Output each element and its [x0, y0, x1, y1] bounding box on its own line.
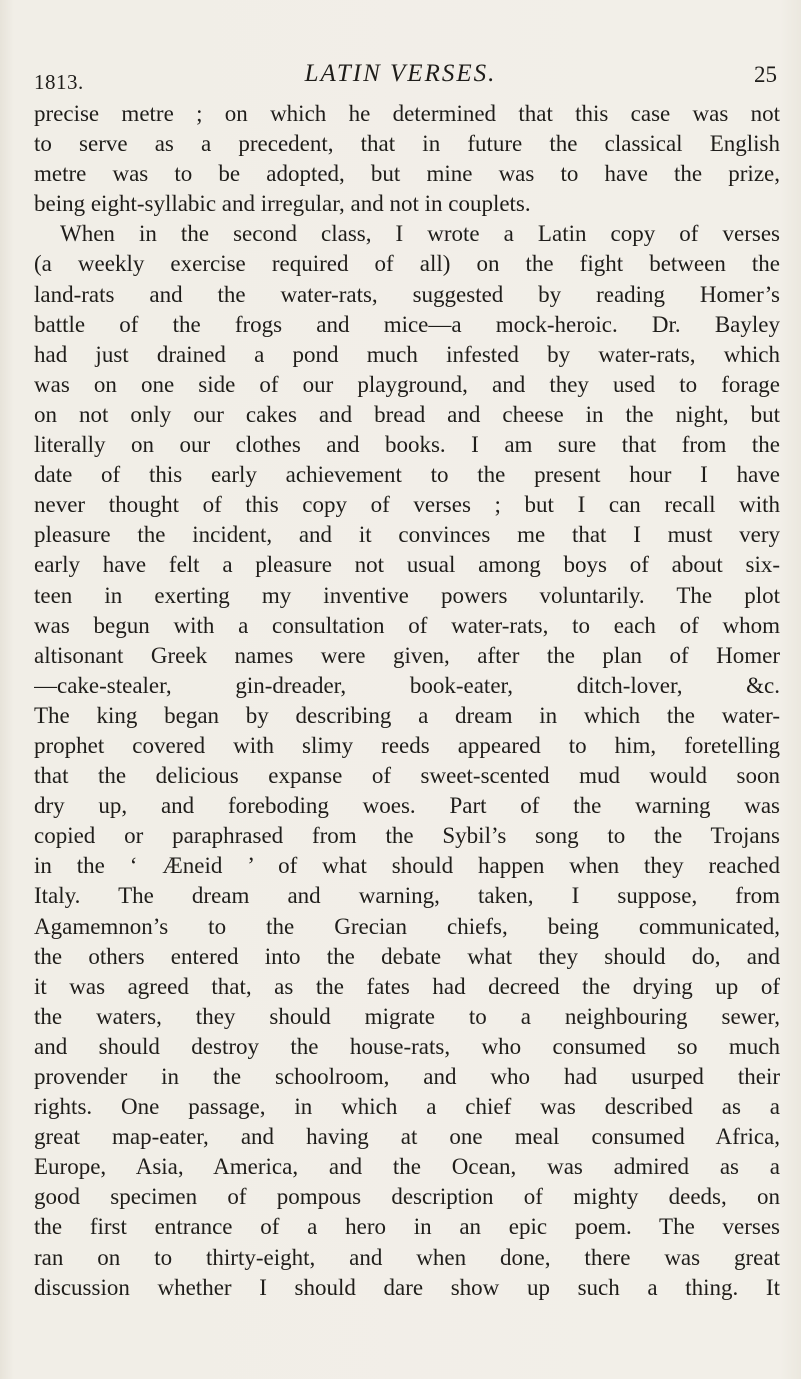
text-line: Italy. The dream and warning, taken, I suppose, from [34, 883, 780, 909]
text-line: pleasure the incident, and it convinces me that I must very [34, 522, 780, 548]
text-line: Europe, Asia, America, and the Ocean, was admired as a [34, 1154, 780, 1180]
text-line: precise metre ; on which he determined that this case was not [34, 101, 780, 126]
text-line: good specimen of pompous description of mighty deeds, on [34, 1184, 780, 1210]
text-line: great map-eater, and having at one meal consumed Africa, [34, 1124, 780, 1150]
text-line: the others entered into the debate what they should do, and [34, 943, 780, 969]
text-line: copied or paraphrased from the Sybil’s song to the Trojans [34, 823, 780, 849]
text-line: being eight-syllabic and irregular, and not in couplets. [34, 191, 531, 217]
text-line: had just drained a pond much infested by water-rats, which [34, 341, 780, 367]
text-line: rights. One passage, in which a chief was described as a [34, 1094, 780, 1120]
running-head [0, 60, 801, 100]
page-number: 25 [754, 62, 777, 87]
text-line: date of this early achievement to the present hour I have [34, 462, 780, 488]
text-line: it was agreed that, as the fates had decreed the drying up of [34, 973, 780, 999]
text-line: When in the second class, I wrote a Latin copy of verses [60, 221, 780, 247]
text-line: —cake-stealer, gin-dreader, book-eater, ditch-lover, &c. [34, 672, 780, 698]
text-line: that the delicious expanse of sweet-scented mud would soon [34, 763, 780, 789]
text-line: discussion whether I should dare show up such a thing. It [34, 1274, 780, 1300]
text-line: altisonant Greek names were given, after the plan of Homer [34, 642, 780, 668]
text-line: prophet covered with slimy reeds appeared to him, foretelling [34, 732, 780, 758]
text-line: the first entrance of a hero in an epic poem. The verses [34, 1214, 780, 1240]
text-line: was begun with a consultation of water-rats, to each of whom [34, 612, 780, 638]
text-line: (a weekly exercise required of all) on the fight between the [34, 251, 780, 277]
text-line: literally on our clothes and books. I am sure that from the [34, 432, 780, 458]
text-line: the waters, they should migrate to a neighbouring sewer, [34, 1003, 780, 1029]
body-text [34, 99, 780, 1303]
text-line: teen in exerting my inventive powers voluntarily. The plot [34, 582, 780, 608]
text-line: dry up, and foreboding woes. Part of the warning was [34, 793, 780, 819]
text-line: metre was to be adopted, but mine was to have the prize, [34, 161, 780, 187]
running-title: LATIN VERSES. [304, 60, 497, 87]
text-line: provender in the schoolroom, and who had usurped their [34, 1064, 780, 1089]
text-line: on not only our cakes and bread and cheese in the night, but [34, 401, 780, 427]
text-line: was on one side of our playground, and they used to forage [34, 371, 780, 397]
text-line: The king began by describing a dream in which the water- [34, 702, 780, 728]
text-line: early have felt a pleasure not usual among boys of about six- [34, 552, 780, 578]
text-line: Agamemnon’s to the Grecian chiefs, being communicated, [34, 913, 780, 939]
text-line: to serve as a precedent, that in future the classical English [34, 131, 780, 157]
text-line: and should destroy the house-rats, who consumed so much [34, 1033, 780, 1059]
text-line: in the ‘ Æneid ’ of what should happen when they reached [34, 853, 780, 879]
header-year: 1813. [34, 70, 84, 94]
text-line: never thought of this copy of verses ; but I can recall with [34, 492, 780, 518]
text-line: land-rats and the water-rats, suggested by reading Homer’s [34, 281, 780, 307]
text-line: ran on to thirty-eight, and when done, there was great [34, 1244, 780, 1270]
text-line: battle of the frogs and mice—a mock-heroic. Dr. Bayley [34, 311, 780, 337]
